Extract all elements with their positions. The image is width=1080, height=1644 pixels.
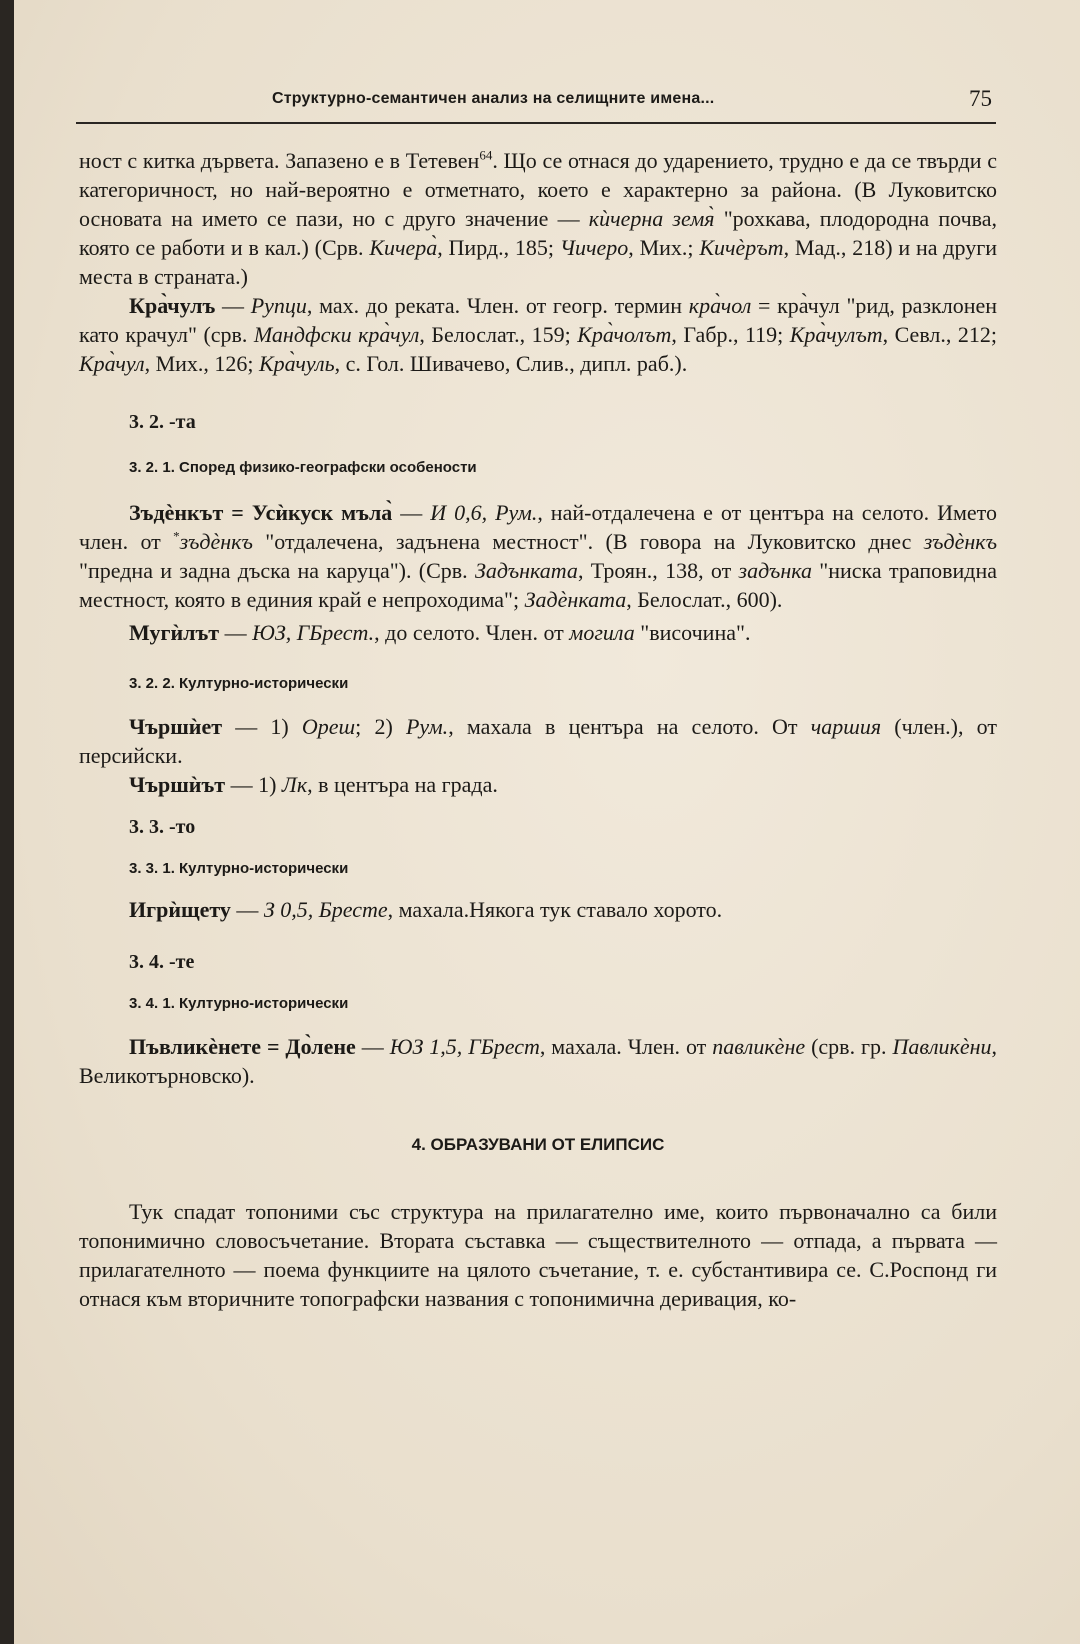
toponym: Игрѝщету	[129, 897, 231, 922]
subsection-heading: 3. 2. 1. Според физико-географски особености	[129, 459, 477, 476]
paragraph: Игрѝщету — З 0,5, Бресте, махала.Някога тук ставало хорото.	[129, 897, 723, 922]
paragraph: Чършѝет — 1) Ореш; 2) Рум., махала в центъра на селото. От чаршия (член.), от персийски.	[79, 714, 997, 768]
subsection-heading: 3. 4. 1. Културно-исторически	[129, 995, 349, 1012]
chapter-heading: 4. ОБРАЗУВАНИ ОТ ЕЛИПСИС	[411, 1135, 665, 1154]
toponym: Кра̀чулъ	[129, 293, 216, 318]
body-text	[79, 146, 997, 1313]
toponym: Пъвликѐнете = До̀лене	[129, 1034, 356, 1059]
paragraph: Зъдѐнкът = Усѝкуск мъла̀ — И 0,6, Рум., най-отдалечена е от центъра на селото. Името член. от *зъдѐнкъ "отдалечена, задънена местност". (В говора на Луковитско днес зъдѐнкъ "предна и задна дъска на каруца"). (Срв. Задънката, Троян., 138, от задънка "ниска траповидна местност, която в единия край е непроходима"; Задѐнката, Белослат., 600).	[79, 500, 997, 612]
paragraph: Мугѝлът — ЮЗ, ГБрест., до селото. Член. от могила "височина".	[129, 620, 751, 645]
toponym: Чършѝет	[129, 714, 223, 739]
toponym: Мугѝлът	[129, 620, 220, 645]
paragraph: Пъвликѐнете = До̀лене — ЮЗ 1,5, ГБрест, махала. Член. от павликѐне (срв. гр. Павликѐни, Великотърновско).	[79, 1034, 997, 1088]
running-header	[76, 82, 996, 124]
page-number: 75	[969, 86, 992, 111]
toponym: Зъдѐнкът = Усѝкуск мъла̀	[129, 500, 393, 525]
subsection-heading: 3. 3. 1. Културно-исторически	[129, 860, 349, 877]
paragraph: Чършѝът — 1) Лк, в центъра на града.	[129, 772, 498, 797]
paragraph: Кра̀чулъ — Рупци, мах. до реката. Член. от геогр. термин кра̀чол = кра̀чул "рид, разклонен като крачул" (срв. Мандфски кра̀чул, Белослат., 159; Кра̀чолът, Габр., 119; Кра̀чулът, Севл., 212; Кра̀чул, Мих., 126; Кра̀чуль, с. Гол. Шивачево, Слив., дипл. раб.).	[79, 293, 998, 376]
subsection-heading: 3. 2. 2. Културно-исторически	[129, 675, 349, 692]
running-title: Структурно-семантичен анализ на селищните имена...	[272, 90, 715, 107]
toponym: Чършѝът	[129, 772, 226, 797]
section-heading: 3. 3. -то	[129, 816, 196, 838]
section-heading: 3. 4. -те	[129, 951, 195, 973]
section-heading: 3. 2. -та	[129, 411, 196, 433]
paragraph: ност с китка дървета. Запазено е в Тетевен$^{64}$. Що се отнася до ударението, трудно е да се твърди с категоричност, но най-вероятно е отметнато, което е характерно за района. (В Луковитско основата на името се пази, но с друго значение — кѝчерна земя̀ "рохкава, плодородна почва, която се работи и в кал.) (Срв. Кичера̀, Пирд., 185; Чичеро, Мих.; Кичѐрът, Мад., 218) и на други места в страната.)	[79, 147, 998, 289]
book-page	[14, 0, 1080, 1644]
paragraph: Тук спадат топоними със структура на прилагателно име, които първоначално са били топонимично словосъчетание. Втората съставка — съществителното — отпада, а първата — прилагателното — поема функциите на цялото съчетание, т. е. субстантивира се. С.Роспонд ги отнася към вторичните топографски названия с топонимична деривация, ко-	[79, 1199, 997, 1311]
footnote-marker: 64	[479, 147, 493, 163]
